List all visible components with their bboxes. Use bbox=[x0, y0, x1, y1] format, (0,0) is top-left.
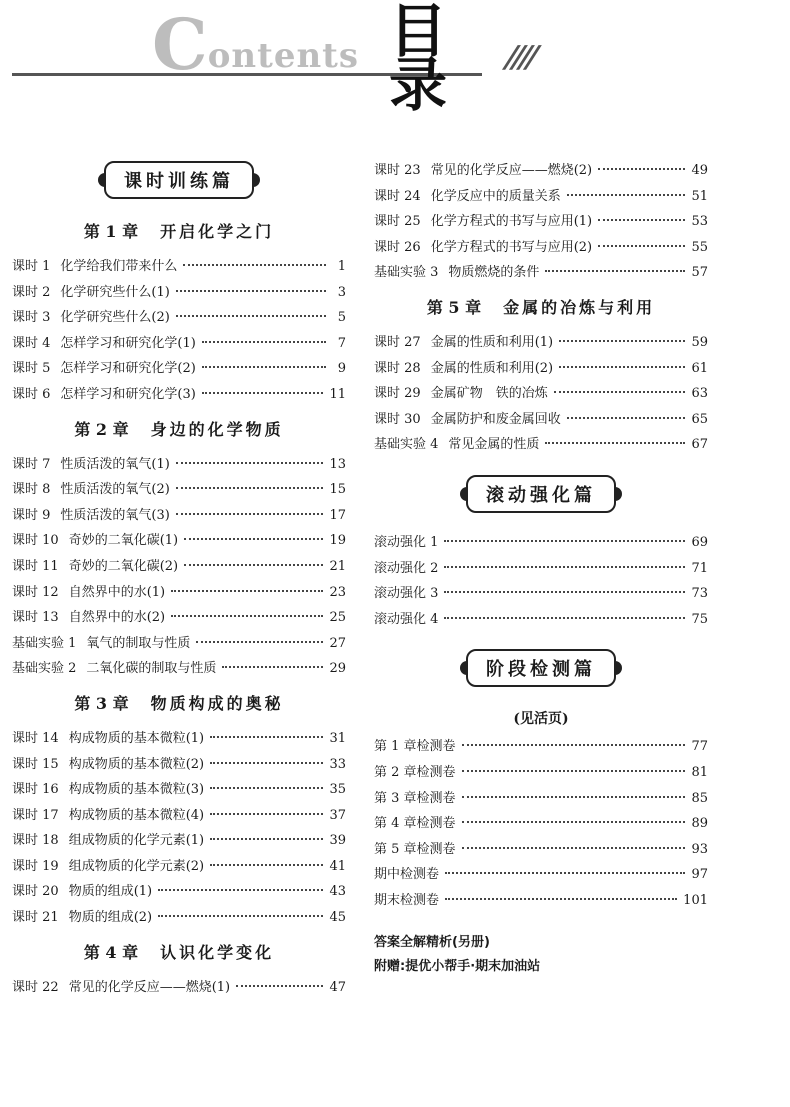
entry-number: 课时 3 bbox=[12, 310, 51, 326]
entry-title: 常见的化学反应——燃烧(1) bbox=[68, 979, 231, 995]
toc-entry[interactable] bbox=[12, 905, 346, 931]
entry-page: 69 bbox=[691, 534, 708, 550]
entry-title: 金属矿物 铁的冶炼 bbox=[430, 386, 548, 402]
entry-number: 课时 12 bbox=[12, 584, 59, 600]
chapter-name: 物质构成的奥秘 bbox=[150, 693, 284, 713]
dot-leader bbox=[554, 391, 686, 393]
entry-number: 课时 20 bbox=[12, 884, 59, 900]
entry-number: 课时 11 bbox=[12, 558, 59, 574]
page-title bbox=[366, 0, 470, 119]
entry-page: 77 bbox=[691, 739, 708, 755]
entry-number: 课时 29 bbox=[374, 386, 421, 402]
entry-title: 构成物质的基本微粒(4) bbox=[68, 807, 205, 823]
entry-number: 滚动强化 1 bbox=[374, 534, 439, 550]
title-char-1: 目 bbox=[388, 0, 447, 65]
entry-title: 物质燃烧的条件 bbox=[448, 265, 540, 281]
entry-title: 怎样学习和研究化学(1) bbox=[60, 335, 196, 351]
entry-page: 55 bbox=[691, 239, 708, 255]
toc-entry[interactable] bbox=[374, 888, 708, 914]
entry-number: 课时 28 bbox=[374, 360, 421, 376]
entry-page: 81 bbox=[691, 764, 708, 780]
entry-page: 15 bbox=[329, 482, 346, 498]
toc-entry[interactable] bbox=[374, 432, 708, 458]
dot-leader bbox=[202, 341, 326, 343]
entry-title: 化学研究些什么(1) bbox=[60, 284, 170, 300]
dot-leader bbox=[222, 666, 323, 668]
toc-entry[interactable] bbox=[12, 331, 346, 357]
entry-number: 课时 4 bbox=[12, 335, 51, 351]
dot-leader bbox=[236, 985, 323, 987]
dot-leader bbox=[210, 813, 323, 815]
dot-leader bbox=[445, 898, 677, 900]
chapter-heading-1[interactable] bbox=[12, 210, 346, 254]
entry-number: 课时 27 bbox=[374, 334, 421, 350]
toc-entry[interactable] bbox=[12, 305, 346, 331]
entry-page: 59 bbox=[691, 334, 708, 350]
entry-number: 课时 21 bbox=[12, 910, 59, 926]
toc-entry[interactable] bbox=[12, 803, 346, 829]
toc-entry[interactable] bbox=[12, 477, 346, 503]
chapter-name: 开启化学之门 bbox=[160, 222, 275, 241]
toc-entry[interactable] bbox=[12, 554, 346, 580]
dot-leader bbox=[444, 591, 685, 593]
toc-entry[interactable] bbox=[374, 760, 708, 786]
entry-number: 课时 15 bbox=[12, 756, 59, 772]
contents-rest: ontents bbox=[207, 36, 360, 76]
entry-number: 期末检测卷 bbox=[374, 892, 440, 908]
chapter-heading-5[interactable] bbox=[374, 286, 708, 330]
toc-entry[interactable] bbox=[12, 580, 346, 606]
entry-number: 课时 19 bbox=[12, 858, 59, 874]
toc-entry[interactable] bbox=[12, 656, 346, 682]
gift-note: 附赠:提优小帮手·期末加油站 bbox=[374, 959, 541, 975]
entry-page: 25 bbox=[329, 610, 346, 626]
entry-page: 75 bbox=[691, 611, 708, 627]
entry-title: 常见金属的性质 bbox=[448, 437, 540, 453]
entry-number: 课时 24 bbox=[374, 188, 421, 204]
toc-entry[interactable] bbox=[12, 503, 346, 529]
chapter-heading-2[interactable] bbox=[12, 408, 346, 452]
dot-leader bbox=[598, 219, 685, 221]
entry-page: 45 bbox=[329, 910, 346, 926]
chapter-number: 第 5 章 bbox=[426, 297, 482, 317]
entry-page: 101 bbox=[683, 892, 708, 908]
toc-entry[interactable] bbox=[374, 356, 708, 382]
entry-page: 7 bbox=[337, 335, 346, 351]
entry-page: 63 bbox=[691, 386, 708, 402]
entry-title: 性质活泼的氧气(3) bbox=[60, 507, 170, 523]
chapter-heading-3[interactable] bbox=[12, 682, 346, 726]
entry-number: 基础实验 3 bbox=[374, 265, 439, 281]
dot-leader bbox=[176, 290, 326, 292]
toc-entry[interactable] bbox=[374, 158, 708, 184]
entry-title: 化学研究些什么(2) bbox=[60, 310, 170, 326]
dot-leader bbox=[444, 540, 685, 542]
entry-page: 3 bbox=[337, 284, 346, 300]
entry-number: 课时 2 bbox=[12, 284, 51, 300]
contents-initial: C bbox=[152, 3, 208, 86]
entry-number: 课时 6 bbox=[12, 386, 51, 402]
entry-title: 金属防护和废金属回收 bbox=[430, 411, 561, 427]
part-heading-label: 课时训练篇 bbox=[124, 171, 234, 192]
entry-number: 滚动强化 4 bbox=[374, 611, 439, 627]
chapter-2-list bbox=[12, 452, 346, 682]
entry-page: 97 bbox=[691, 867, 708, 883]
toc-entry[interactable] bbox=[12, 528, 346, 554]
chapter-number: 第 1 章 bbox=[83, 222, 139, 241]
dot-leader bbox=[210, 864, 323, 866]
entry-number: 课时 5 bbox=[12, 361, 51, 377]
toc-entry[interactable] bbox=[374, 330, 708, 356]
toc-entry[interactable] bbox=[12, 975, 346, 1001]
entry-page: 61 bbox=[691, 360, 708, 376]
entry-number: 第 1 章检测卷 bbox=[374, 739, 456, 755]
entry-number: 第 4 章检测卷 bbox=[374, 816, 456, 832]
dot-leader bbox=[567, 194, 686, 196]
toc-entry[interactable] bbox=[12, 777, 346, 803]
toc-entry[interactable] bbox=[374, 407, 708, 433]
badge-nub-right bbox=[615, 487, 622, 501]
entry-title: 奇妙的二氧化碳(2) bbox=[68, 558, 179, 574]
entry-title: 自然界中的水(1) bbox=[68, 584, 166, 600]
rolling-list bbox=[374, 530, 708, 632]
entry-number: 课时 7 bbox=[12, 456, 51, 472]
toc-entry[interactable] bbox=[12, 631, 346, 657]
chapter-4-continued-list bbox=[374, 158, 708, 286]
entry-page: 9 bbox=[337, 361, 346, 377]
dot-leader bbox=[598, 168, 685, 170]
entry-page: 19 bbox=[329, 533, 346, 549]
entry-title: 化学方程式的书写与应用(2) bbox=[430, 239, 593, 255]
entry-page: 1 bbox=[337, 259, 346, 274]
entry-title: 常见的化学反应——燃烧(2) bbox=[430, 163, 593, 178]
entry-number: 课时 1 bbox=[12, 259, 51, 274]
entry-number: 课时 23 bbox=[374, 163, 421, 178]
dot-leader bbox=[567, 417, 686, 419]
dot-leader bbox=[445, 872, 685, 874]
entry-page: 93 bbox=[691, 841, 708, 857]
page-header bbox=[0, 0, 790, 130]
entry-page: 65 bbox=[691, 411, 708, 427]
dot-leader bbox=[176, 462, 324, 464]
toc-entry[interactable] bbox=[12, 605, 346, 631]
entry-page: 41 bbox=[329, 858, 346, 874]
entry-page: 43 bbox=[329, 884, 346, 900]
entry-number: 期中检测卷 bbox=[374, 867, 440, 883]
toc-entry[interactable] bbox=[12, 356, 346, 382]
badge-nub-left bbox=[460, 487, 467, 501]
dot-leader bbox=[171, 590, 323, 592]
entry-title: 构成物质的基本微粒(3) bbox=[68, 782, 205, 798]
dot-leader bbox=[210, 762, 323, 764]
dot-leader bbox=[184, 564, 323, 566]
entry-page: 67 bbox=[691, 437, 708, 453]
entry-number: 第 5 章检测卷 bbox=[374, 841, 456, 857]
entry-page: 11 bbox=[329, 386, 346, 402]
entry-page: 51 bbox=[691, 188, 708, 204]
dot-leader bbox=[210, 838, 323, 840]
toc-entry[interactable] bbox=[374, 581, 708, 607]
toc-entry[interactable] bbox=[12, 752, 346, 778]
dot-leader bbox=[462, 847, 686, 849]
toc-entry[interactable] bbox=[374, 235, 708, 261]
part-heading-training[interactable] bbox=[104, 161, 254, 199]
dot-leader bbox=[202, 392, 324, 394]
part-heading-wrap bbox=[374, 458, 708, 530]
entry-title: 怎样学习和研究化学(2) bbox=[60, 361, 196, 377]
entry-page: 85 bbox=[691, 790, 708, 806]
entry-title: 化学给我们带来什么 bbox=[60, 259, 178, 274]
entry-page: 23 bbox=[329, 584, 346, 600]
entry-title: 物质的组成(1) bbox=[68, 884, 153, 900]
dot-leader bbox=[210, 787, 323, 789]
dot-leader bbox=[444, 617, 685, 619]
dot-leader bbox=[559, 340, 685, 342]
title-char-2: 录 bbox=[388, 51, 447, 119]
chapter-name: 金属的冶炼与利用 bbox=[503, 297, 656, 317]
spacer bbox=[374, 913, 708, 931]
badge-nub-left bbox=[98, 173, 105, 187]
entry-number: 课时 16 bbox=[12, 782, 59, 798]
dot-leader bbox=[598, 245, 685, 247]
contents-wordmark bbox=[152, 3, 360, 86]
dot-leader bbox=[176, 487, 324, 489]
answers-note: 答案全解精析(另册) bbox=[374, 935, 490, 951]
entry-page: 17 bbox=[329, 507, 346, 523]
dot-leader bbox=[183, 264, 326, 266]
chapter-3-list bbox=[12, 726, 346, 931]
part-heading-label: 滚动强化篇 bbox=[486, 484, 596, 506]
entry-title: 物质的组成(2) bbox=[68, 910, 153, 926]
toc-right-column bbox=[374, 158, 708, 979]
chapter-number: 第 2 章 bbox=[74, 419, 129, 439]
entry-page: 29 bbox=[329, 661, 346, 677]
entry-page: 13 bbox=[329, 456, 346, 472]
entry-page: 89 bbox=[691, 816, 708, 832]
entry-page: 27 bbox=[329, 635, 346, 651]
entry-number: 第 3 章检测卷 bbox=[374, 790, 456, 806]
entry-number: 课时 22 bbox=[12, 979, 59, 995]
dot-leader bbox=[176, 315, 326, 317]
entry-page: 33 bbox=[329, 756, 346, 772]
entry-page: 37 bbox=[329, 807, 346, 823]
entry-page: 49 bbox=[691, 163, 708, 178]
entry-title: 性质活泼的氧气(1) bbox=[60, 456, 170, 472]
entry-title: 奇妙的二氧化碳(1) bbox=[68, 533, 179, 549]
entry-number: 课时 25 bbox=[374, 214, 421, 230]
toc-entry[interactable] bbox=[374, 530, 708, 556]
toc-entry[interactable] bbox=[12, 254, 346, 280]
see-loose-leaf-note: (见活页) bbox=[513, 711, 569, 728]
entry-number: 基础实验 2 bbox=[12, 661, 77, 677]
toc-entry[interactable] bbox=[12, 280, 346, 306]
entry-title: 化学反应中的质量关系 bbox=[430, 188, 561, 204]
entry-title: 自然界中的水(2) bbox=[68, 610, 166, 626]
entry-page: 57 bbox=[691, 265, 708, 281]
chapter-5-list bbox=[374, 330, 708, 458]
entry-page: 73 bbox=[691, 586, 708, 602]
entry-number: 课时 26 bbox=[374, 239, 421, 255]
entry-page: 5 bbox=[337, 310, 346, 326]
entry-page: 35 bbox=[329, 782, 346, 798]
entry-number: 基础实验 4 bbox=[374, 437, 439, 453]
entry-title: 组成物质的化学元素(1) bbox=[68, 833, 205, 849]
chapter-name: 认识化学变化 bbox=[160, 942, 275, 962]
toc-entry[interactable] bbox=[12, 854, 346, 880]
entry-number: 课时 10 bbox=[12, 533, 59, 549]
badge-nub-left bbox=[460, 661, 467, 675]
dot-leader bbox=[462, 796, 686, 798]
dot-leader bbox=[559, 366, 685, 368]
entry-title: 金属的性质和利用(2) bbox=[430, 360, 554, 376]
entry-title: 构成物质的基本微粒(2) bbox=[68, 756, 205, 772]
part-heading-label: 阶段检测篇 bbox=[486, 659, 596, 681]
entry-title: 金属的性质和利用(1) bbox=[430, 334, 554, 350]
toc-entry[interactable] bbox=[374, 734, 708, 760]
chapter-1-list bbox=[12, 254, 346, 408]
toc-entry[interactable] bbox=[374, 381, 708, 407]
entry-title: 化学方程式的书写与应用(1) bbox=[430, 214, 593, 230]
badge-nub-right bbox=[615, 661, 622, 675]
dot-leader bbox=[462, 821, 686, 823]
entry-page: 71 bbox=[691, 560, 708, 576]
entry-number: 课时 14 bbox=[12, 730, 59, 746]
entry-number: 课时 9 bbox=[12, 507, 51, 523]
dot-leader bbox=[158, 915, 323, 917]
entry-number: 课时 17 bbox=[12, 807, 59, 823]
toc-entry[interactable] bbox=[374, 862, 708, 888]
chapter-heading-4[interactable] bbox=[12, 931, 346, 975]
entry-number: 课时 8 bbox=[12, 482, 51, 498]
entry-title: 氧气的制取与性质 bbox=[86, 635, 191, 651]
dot-leader bbox=[545, 442, 685, 444]
toc-entry[interactable] bbox=[374, 607, 708, 633]
dot-leader bbox=[176, 513, 324, 515]
dot-leader bbox=[202, 366, 326, 368]
toc-entry[interactable] bbox=[12, 452, 346, 478]
entry-page: 39 bbox=[329, 833, 346, 849]
toc-entry[interactable] bbox=[12, 879, 346, 905]
dot-leader bbox=[196, 641, 323, 643]
entry-number: 课时 13 bbox=[12, 610, 59, 626]
toc-entry[interactable] bbox=[12, 726, 346, 752]
toc-entry[interactable] bbox=[374, 786, 708, 812]
toc-entry[interactable] bbox=[374, 811, 708, 837]
entry-number: 滚动强化 3 bbox=[374, 586, 439, 602]
slash-decoration: //// bbox=[500, 40, 540, 75]
entry-number: 课时 18 bbox=[12, 833, 59, 849]
dot-leader bbox=[545, 270, 685, 272]
entry-number: 课时 30 bbox=[374, 411, 421, 427]
dot-leader bbox=[444, 566, 685, 568]
toc-entry[interactable] bbox=[12, 382, 346, 408]
toc-entry[interactable] bbox=[374, 837, 708, 863]
chapter-name: 身边的化学物质 bbox=[150, 419, 284, 439]
entry-title: 组成物质的化学元素(2) bbox=[68, 858, 205, 874]
chapter-4-list bbox=[12, 975, 346, 1001]
part-heading-tests[interactable] bbox=[466, 649, 616, 687]
dot-leader bbox=[184, 538, 323, 540]
toc-entry[interactable] bbox=[374, 260, 708, 286]
dot-leader bbox=[158, 889, 323, 891]
toc-entry[interactable] bbox=[374, 556, 708, 582]
entry-page: 21 bbox=[329, 558, 346, 574]
part-heading-wrap bbox=[374, 632, 708, 704]
entry-number: 第 2 章检测卷 bbox=[374, 764, 456, 780]
tests-list bbox=[374, 734, 708, 913]
toc-entry[interactable] bbox=[374, 209, 708, 235]
entry-title: 性质活泼的氧气(2) bbox=[60, 482, 170, 498]
badge-nub-right bbox=[253, 173, 260, 187]
entry-title: 构成物质的基本微粒(1) bbox=[68, 730, 205, 746]
part-heading-wrap bbox=[12, 150, 346, 210]
part-heading-rolling[interactable] bbox=[466, 475, 616, 513]
toc-entry[interactable] bbox=[12, 828, 346, 854]
chapter-number: 第 3 章 bbox=[74, 693, 129, 713]
entry-page: 47 bbox=[329, 979, 346, 995]
entry-number: 滚动强化 2 bbox=[374, 560, 439, 576]
entry-number: 基础实验 1 bbox=[12, 635, 77, 651]
entry-page: 31 bbox=[329, 730, 346, 746]
entry-title: 二氧化碳的制取与性质 bbox=[86, 661, 217, 677]
entry-title: 怎样学习和研究化学(3) bbox=[60, 386, 196, 402]
dot-leader bbox=[462, 770, 686, 772]
entry-page: 53 bbox=[691, 214, 708, 230]
toc-entry[interactable] bbox=[374, 184, 708, 210]
dot-leader bbox=[171, 615, 323, 617]
dot-leader bbox=[210, 736, 323, 738]
chapter-number: 第 4 章 bbox=[83, 942, 139, 962]
toc-left-column bbox=[12, 150, 346, 1000]
dot-leader bbox=[462, 744, 686, 746]
